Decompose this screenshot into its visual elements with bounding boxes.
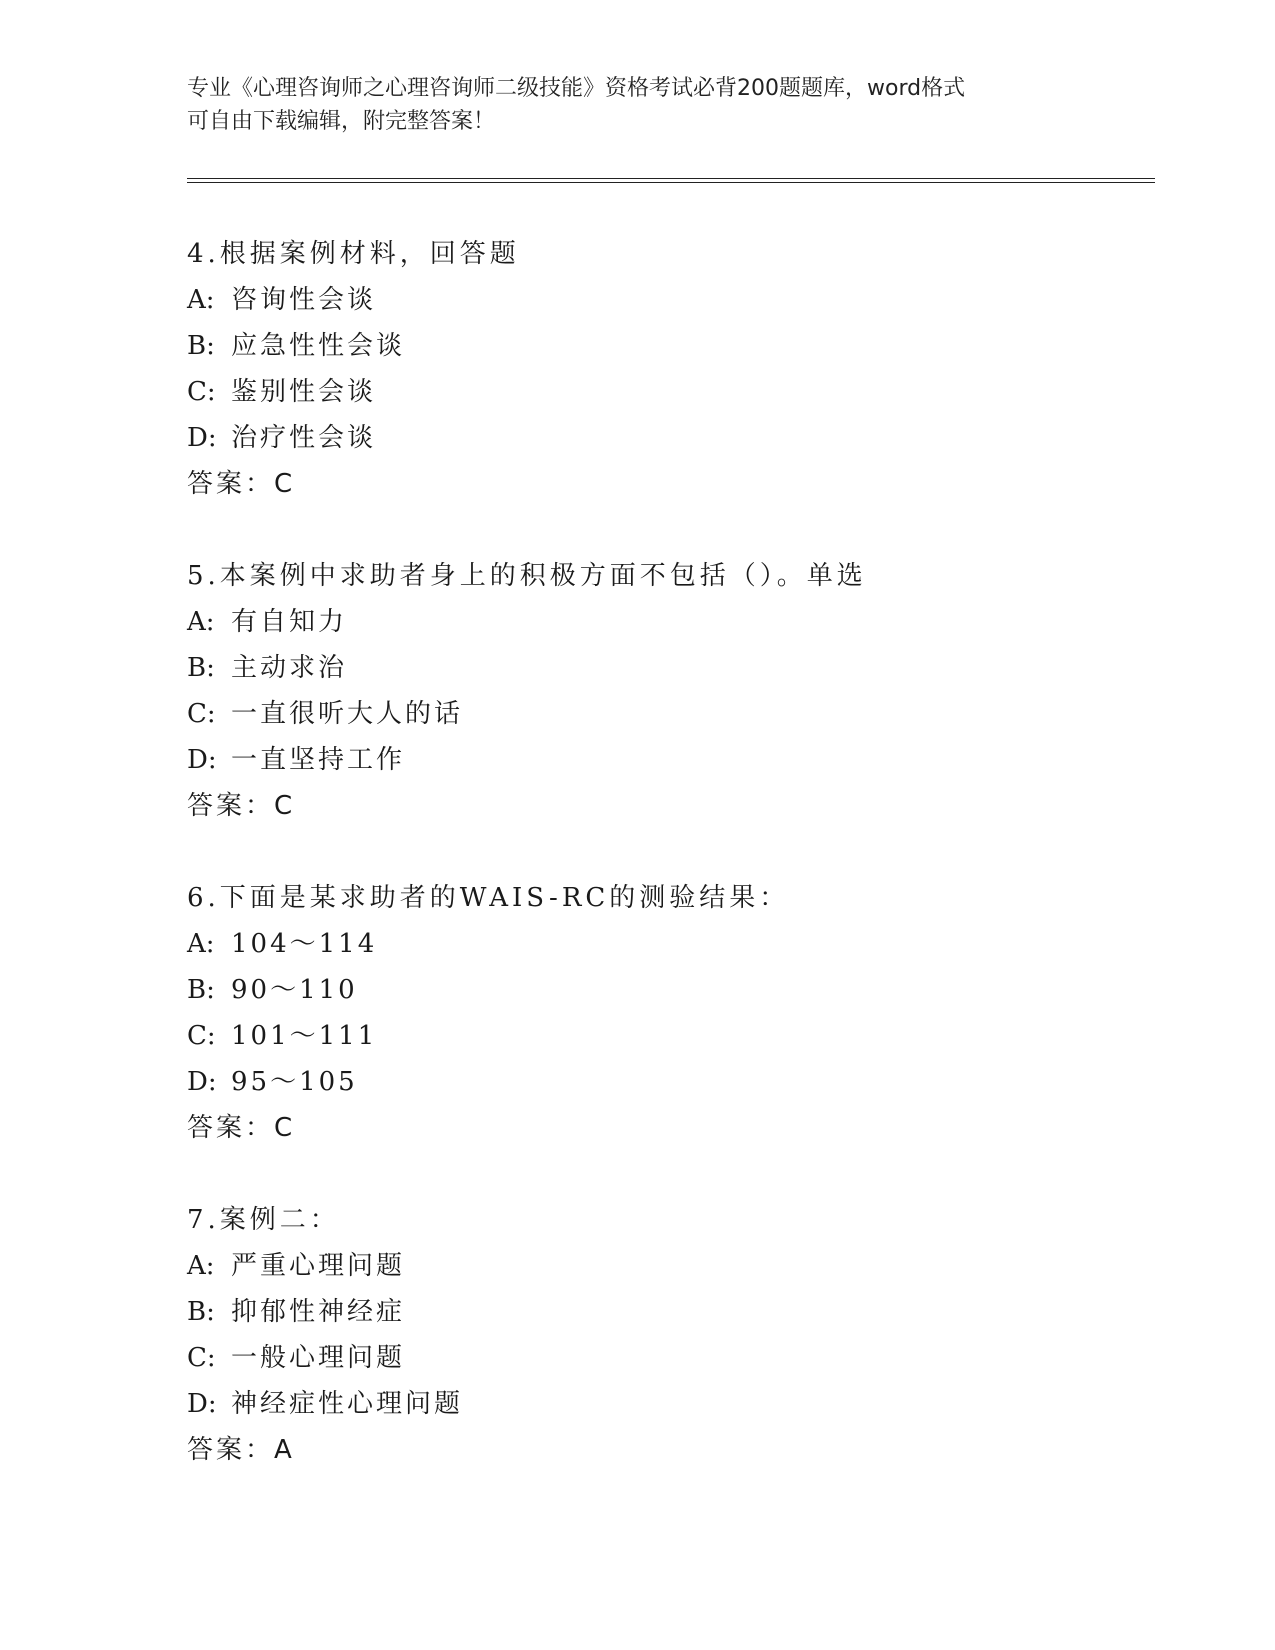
header-line-2: 可自由下载编辑，附完整答案！ xyxy=(187,109,496,134)
option-text: 应急性性会谈 xyxy=(231,331,406,361)
option-d xyxy=(187,1059,1155,1105)
answer-line: 答案：C xyxy=(187,791,296,821)
question-stem: 5.本案例中求助者身上的积极方面不包括（）。单选 xyxy=(187,561,867,591)
option-c xyxy=(187,1335,1155,1381)
option-d xyxy=(187,415,1155,461)
option-b xyxy=(187,645,1155,691)
option-text: 咨询性会谈 xyxy=(231,285,377,315)
option-text: 有自知力 xyxy=(231,607,348,637)
option-a xyxy=(187,921,1155,967)
option-label: C: xyxy=(187,699,216,729)
question-4 xyxy=(187,231,1155,507)
option-text: 95～105 xyxy=(231,1067,358,1097)
question-stem: 4.根据案例材料，回答题 xyxy=(187,239,520,269)
option-label: A: xyxy=(187,1251,215,1281)
option-label: D: xyxy=(187,423,217,453)
option-label: D: xyxy=(187,1067,217,1097)
option-c xyxy=(187,691,1155,737)
question-list xyxy=(187,231,1155,1519)
document-header xyxy=(187,72,1087,138)
option-text: 一般心理问题 xyxy=(231,1343,406,1373)
option-text: 神经症性心理问题 xyxy=(231,1389,464,1419)
option-b xyxy=(187,323,1155,369)
question-stem: 6.下面是某求助者的WAIS-RC的测验结果： xyxy=(187,883,790,913)
option-label: D: xyxy=(187,745,217,775)
option-text: 90～110 xyxy=(231,975,358,1005)
answer-line: 答案：C xyxy=(187,1113,296,1143)
option-label: B: xyxy=(187,653,215,683)
option-text: 严重心理问题 xyxy=(231,1251,406,1281)
question-stem: 7.案例二： xyxy=(187,1205,340,1235)
option-b xyxy=(187,1289,1155,1335)
option-label: B: xyxy=(187,1297,215,1327)
option-label: A: xyxy=(187,285,215,315)
option-text: 104～114 xyxy=(231,929,378,959)
option-label: C: xyxy=(187,1343,216,1373)
option-d xyxy=(187,737,1155,783)
question-6 xyxy=(187,875,1155,1151)
option-a xyxy=(187,277,1155,323)
header-line-1: 专业《心理咨询师之心理咨询师二级技能》资格考试必背200题题库，word格式 xyxy=(187,76,966,101)
option-label: C: xyxy=(187,1021,216,1051)
option-label: B: xyxy=(187,331,215,361)
option-text: 一直坚持工作 xyxy=(231,745,406,775)
option-b xyxy=(187,967,1155,1013)
question-7 xyxy=(187,1197,1155,1473)
option-text: 抑郁性神经症 xyxy=(231,1297,406,1327)
option-label: A: xyxy=(187,929,215,959)
option-text: 主动求治 xyxy=(231,653,348,683)
option-a xyxy=(187,1243,1155,1289)
option-c xyxy=(187,369,1155,415)
option-text: 治疗性会谈 xyxy=(231,423,377,453)
option-text: 101～111 xyxy=(231,1021,378,1051)
option-d xyxy=(187,1381,1155,1427)
question-5 xyxy=(187,553,1155,829)
answer-line: 答案：A xyxy=(187,1435,295,1465)
option-c xyxy=(187,1013,1155,1059)
answer-line: 答案：C xyxy=(187,469,296,499)
option-label: C: xyxy=(187,377,216,407)
option-a xyxy=(187,599,1155,645)
option-text: 一直很听大人的话 xyxy=(231,699,464,729)
option-label: D: xyxy=(187,1389,217,1419)
option-text: 鉴别性会谈 xyxy=(231,377,377,407)
option-label: B: xyxy=(187,975,215,1005)
option-label: A: xyxy=(187,607,215,637)
header-double-rule xyxy=(187,178,1155,183)
